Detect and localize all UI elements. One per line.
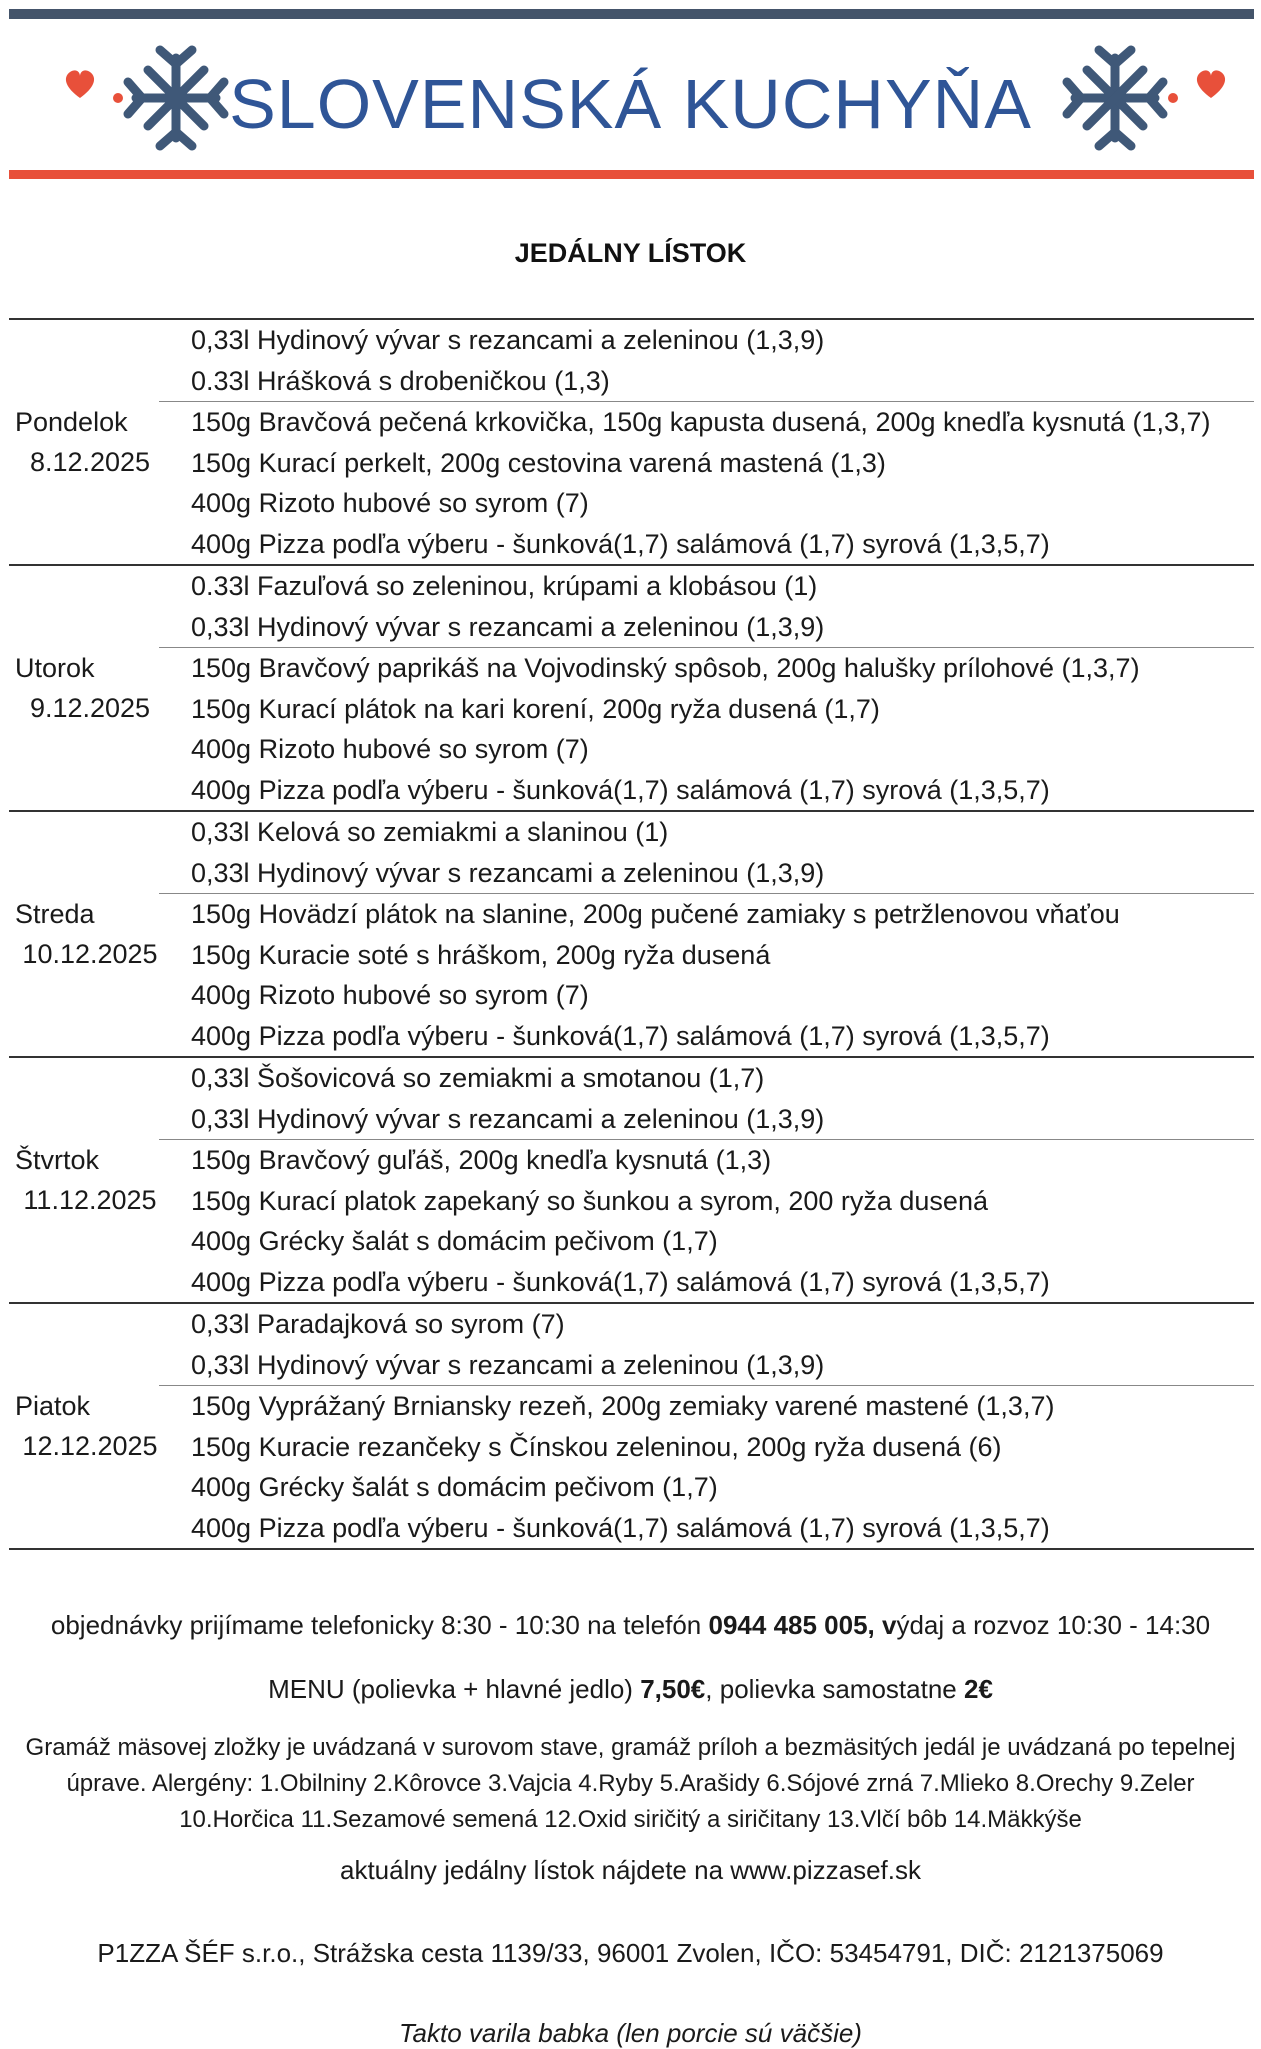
main-item: 150g Bravčová pečená krkovička, 150g kapusta dusená, 200g knedľa kysnutá (1,3,7) [159, 401, 1254, 443]
main-item: 150g Kurací platok zapekaný so šunkou a syrom, 200 ryža dusená [191, 1185, 988, 1216]
main-item: 150g Kurací perkelt, 200g cestovina varená mastená (1,3) [191, 447, 886, 478]
dish-list [159, 1058, 1254, 1302]
main-item: 400g Rizoto hubové so syrom (7) [191, 980, 589, 1010]
day-name: Pondelok [15, 407, 128, 437]
main-item: 400g Pizza podľa výberu - šunková(1,7) salámová (1,7) syrová (1,3,5,7) [191, 774, 1050, 805]
website-line: aktuálny jedálny lístok nájdete na www.pizzasef.sk [340, 1855, 921, 1885]
day-block [9, 318, 1254, 564]
order-info [0, 1610, 1261, 1641]
order-text: objednávky prijímame telefonicky 8:30 - 10:30 na telefón [50, 1610, 709, 1640]
soup-item: 0.33l Hrášková s drobeničkou (1,3) [191, 365, 610, 396]
soup-item: 0,33l Paradajková so syrom (7) [191, 1309, 565, 1339]
day-date: 9.12.2025 [29, 693, 151, 723]
menu-table [9, 318, 1254, 1550]
dish-list [159, 320, 1254, 564]
soup-item: 0,33l Kelová so zemiakmi a slaninou (1) [191, 817, 669, 847]
day-block [9, 564, 1254, 810]
main-item: 150g Hovädzí plátok na slanine, 200g pučené zamiaky s petržlenovou vňaťou [159, 893, 1254, 935]
main-item: 150g Kuracie soté s hráškom, 200g ryža dusená [191, 939, 771, 970]
day-date: 11.12.2025 [23, 1185, 157, 1215]
main-item: 400g Rizoto hubové so syrom (7) [191, 488, 589, 518]
header-underline [9, 170, 1254, 179]
soup-price: 2€ [963, 1674, 993, 1704]
soup-item: 0,33l Hydinový vývar s rezancami a zeleninou (1,3,9) [191, 1103, 825, 1134]
soup-item: 0,33l Hydinový vývar s rezancami a zeleninou (1,3,9) [191, 857, 825, 888]
note-line: úprave. Alergény: 1.Obilniny 2.Kôrovce 3.Vajcia 4.Ryby 5.Arašidy 6.Sójové zrná 7.Mlieko 8.Orechy 9.Zeler [66, 1770, 1195, 1797]
day-date: 8.12.2025 [29, 447, 151, 477]
price-text: MENU (polievka + hlavné jedlo) [268, 1674, 641, 1704]
note-line: 10.Horčica 11.Sezamové semená 12.Oxid siričitý a siričitany 13.Vlčí bôb 14.Mäkkýše [179, 1806, 1082, 1833]
company-info: P1ZZA ŠÉF s.r.o., Strážska cesta 1139/33, 96001 Zvolen, IČO: 53454791, DIČ: 2121375069 [97, 1938, 1164, 1968]
soup-item: 0.33l Fazuľová so zeleninou, krúpami a klobásou (1) [191, 571, 818, 601]
price-info [0, 1674, 1261, 1705]
day-label [15, 1058, 165, 1302]
dish-list [159, 812, 1254, 1056]
main-item: 150g Kuracie rezančeky s Čínskou zeleninou, 200g ryža dusená (6) [191, 1431, 1002, 1462]
day-name: Štvrtok [15, 1145, 100, 1175]
main-item: 400g Grécky šalát s domácim pečivom (1,7) [191, 1226, 718, 1256]
price-text-mid: , polievka samostatne [705, 1674, 964, 1704]
soup-item: 0,33l Hydinový vývar s rezancami a zeleninou (1,3,9) [191, 1349, 825, 1380]
soup-item: 0,33l Hydinový vývar s rezancami a zeleninou (1,3,9) [191, 611, 825, 642]
main-item: 400g Rizoto hubové so syrom (7) [191, 734, 589, 764]
soup-item: 0,33l Hydinový vývar s rezancami a zeleninou (1,3,9) [191, 325, 825, 355]
day-label [15, 320, 165, 564]
day-date: 12.12.2025 [22, 1431, 158, 1461]
main-item: 400g Pizza podľa výberu - šunková(1,7) salámová (1,7) syrová (1,3,5,7) [191, 528, 1050, 559]
day-block [9, 810, 1254, 1056]
phone-number: 0944 485 005, v [708, 1610, 897, 1640]
day-label [15, 812, 165, 1056]
main-item: 150g Bravčový paprikáš na Vojvodinský spôsob, 200g halušky prílohové (1,3,7) [159, 647, 1254, 689]
order-text-end: ýdaj a rozvoz 10:30 - 14:30 [896, 1610, 1211, 1640]
allergen-note [0, 1730, 1261, 1838]
day-block [9, 1302, 1254, 1550]
tagline: Takto varila babka (len porcie sú väčšie) [399, 2018, 862, 2048]
soup-item: 0,33l Šošovicová so zemiakmi a smotanou (1,7) [191, 1063, 765, 1093]
day-name: Utorok [15, 653, 95, 683]
menu-price: 7,50€ [640, 1674, 706, 1704]
main-item: 150g Kurací plátok na kari korení, 200g ryža dusená (1,7) [191, 693, 880, 724]
day-date: 10.12.2025 [22, 939, 158, 969]
note-line: Gramáž mäsovej zložky je uvádzaná v surovom stave, gramáž príloh a bezmäsitých jedál je uvádzaná po tepelnej [25, 1734, 1236, 1761]
main-item: 400g Pizza podľa výberu - šunková(1,7) salámová (1,7) syrová (1,3,5,7) [191, 1020, 1050, 1051]
main-item: 400g Pizza podľa výberu - šunková(1,7) salámová (1,7) syrová (1,3,5,7) [191, 1266, 1050, 1297]
dish-list [159, 1304, 1254, 1548]
main-item: 150g Vyprážaný Brniansky rezeň, 200g zemiaky varené mastené (1,3,7) [159, 1385, 1254, 1427]
day-block [9, 1056, 1254, 1302]
main-item: 150g Bravčový guľáš, 200g knedľa kysnutá (1,3) [159, 1139, 1254, 1181]
day-name: Streda [15, 899, 95, 929]
dish-list [159, 566, 1254, 810]
brand-title: SLOVENSKÁ KUCHYŇA [229, 65, 1032, 143]
top-bar [9, 9, 1254, 19]
day-label [15, 566, 165, 810]
main-item: 400g Grécky šalát s domácim pečivom (1,7) [191, 1472, 718, 1502]
menu-title: JEDÁLNY LÍSTOK [514, 238, 747, 268]
day-name: Piatok [15, 1391, 91, 1421]
day-label [15, 1304, 165, 1548]
main-item: 400g Pizza podľa výberu - šunková(1,7) salámová (1,7) syrová (1,3,5,7) [191, 1512, 1050, 1543]
